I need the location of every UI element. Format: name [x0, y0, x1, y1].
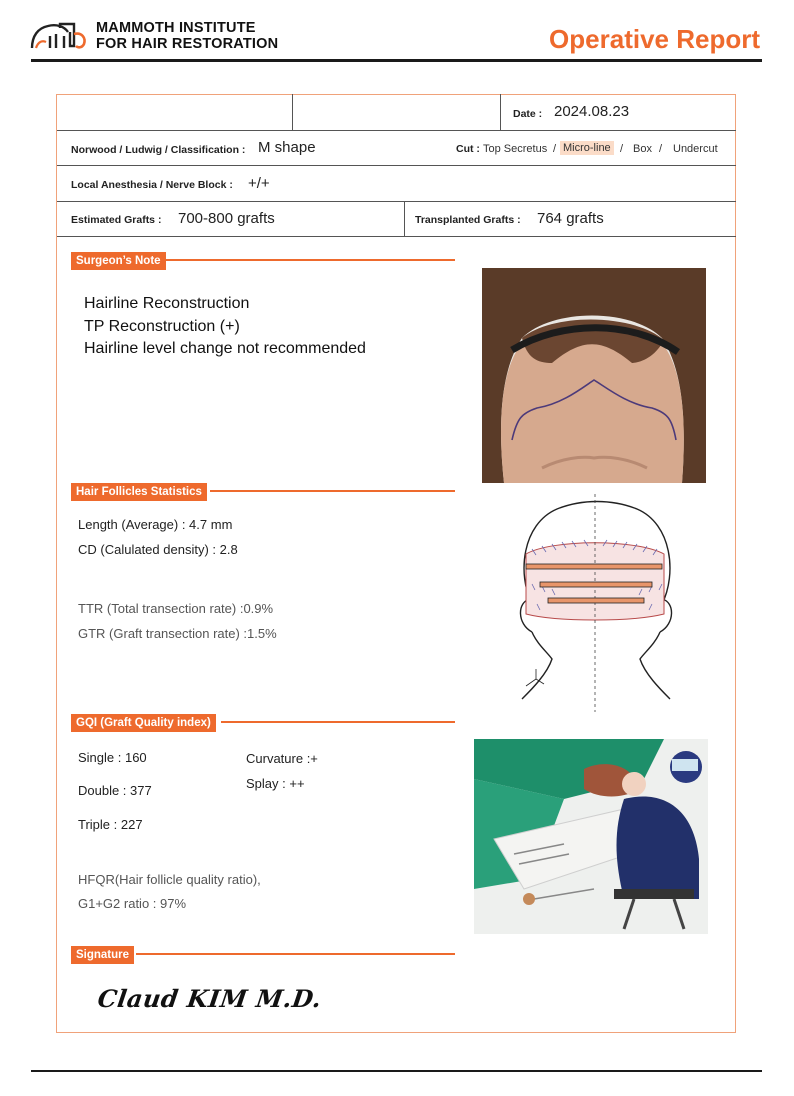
cut-option-undercut: Undercut — [673, 143, 718, 155]
document-title: Operative Report — [549, 24, 760, 54]
gqi-splay: Splay : ++ — [246, 776, 305, 791]
cell-divider — [292, 94, 293, 130]
gqi-single: Single : 160 — [78, 750, 147, 765]
gqi-heading: GQI (Graft Quality index) — [71, 714, 216, 732]
gqi-triple: Triple : 227 — [78, 817, 143, 832]
cut-option-box: Box — [633, 143, 652, 155]
estimated-grafts-value: 700-800 grafts — [178, 210, 275, 227]
org-name-line2: FOR HAIR RESTORATION — [96, 36, 279, 52]
section-rule — [136, 953, 455, 955]
stat-length: Length (Average) : 4.7 mm — [78, 517, 233, 532]
section-rule — [163, 259, 455, 261]
gqi-curvature: Curvature :+ — [246, 751, 318, 766]
hairline-photo-icon — [482, 268, 706, 483]
row-divider — [57, 130, 736, 131]
row-divider — [57, 236, 736, 237]
gqi-ratio: G1+G2 ratio : 97% — [78, 896, 187, 911]
follicle-stats-heading: Hair Follicles Statistics — [71, 483, 207, 501]
gqi-double: Double : 377 — [78, 783, 152, 798]
donor-area-diagram-icon — [512, 494, 678, 712]
classification-value: M shape — [258, 139, 316, 156]
org-name-line1: MAMMOTH INSTITUTE — [96, 20, 256, 36]
cut-label: Cut : — [456, 143, 480, 155]
row-divider — [57, 201, 736, 202]
stat-cd: CD (Calulated density) : 2.8 — [78, 542, 238, 557]
cut-option-micro-line: Micro-line — [560, 141, 614, 155]
note-line: TP Reconstruction (+) — [84, 317, 240, 335]
section-rule — [210, 490, 455, 492]
surgery-photo-icon — [474, 739, 708, 934]
gqi-hfqr: HFQR(Hair follicle quality ratio), — [78, 872, 261, 887]
cell-divider — [404, 201, 405, 236]
cell-divider — [500, 94, 501, 130]
note-line: Hairline Reconstruction — [84, 295, 250, 312]
header-divider — [31, 59, 762, 62]
row-divider — [57, 165, 736, 166]
surgeons-note-body — [84, 293, 366, 361]
date-label: Date : — [513, 108, 543, 120]
stat-gtr: GTR (Graft transection rate) :1.5% — [78, 626, 277, 641]
stat-ttr: TTR (Total transection rate) :0.9% — [78, 601, 274, 616]
classification-label: Norwood / Ludwig / Classification : — [71, 144, 246, 156]
transplanted-grafts-label: Transplanted Grafts : — [415, 214, 521, 226]
signature-name: Claud KIM M.D. — [95, 984, 324, 1013]
signature-heading: Signature — [71, 946, 134, 964]
anesthesia-label: Local Anesthesia / Nerve Block : — [71, 179, 233, 191]
surgeons-note-heading: Surgeon’s Note — [71, 252, 166, 270]
anesthesia-value: +/+ — [248, 175, 270, 192]
org-name — [96, 20, 278, 52]
date-value: 2024.08.23 — [554, 103, 630, 120]
cut-separator: / — [553, 143, 557, 155]
transplanted-grafts-value: 764 grafts — [537, 210, 604, 227]
mammoth-logo-icon — [30, 18, 92, 52]
footer-divider — [31, 1070, 762, 1072]
section-rule — [221, 721, 455, 723]
cut-separator: / — [659, 143, 663, 155]
cut-option-top-secretus: Top Secretus — [483, 143, 548, 155]
estimated-grafts-label: Estimated Grafts : — [71, 214, 162, 226]
cut-separator: / — [620, 143, 624, 155]
note-line: Hairline level change not recommended — [84, 340, 366, 357]
